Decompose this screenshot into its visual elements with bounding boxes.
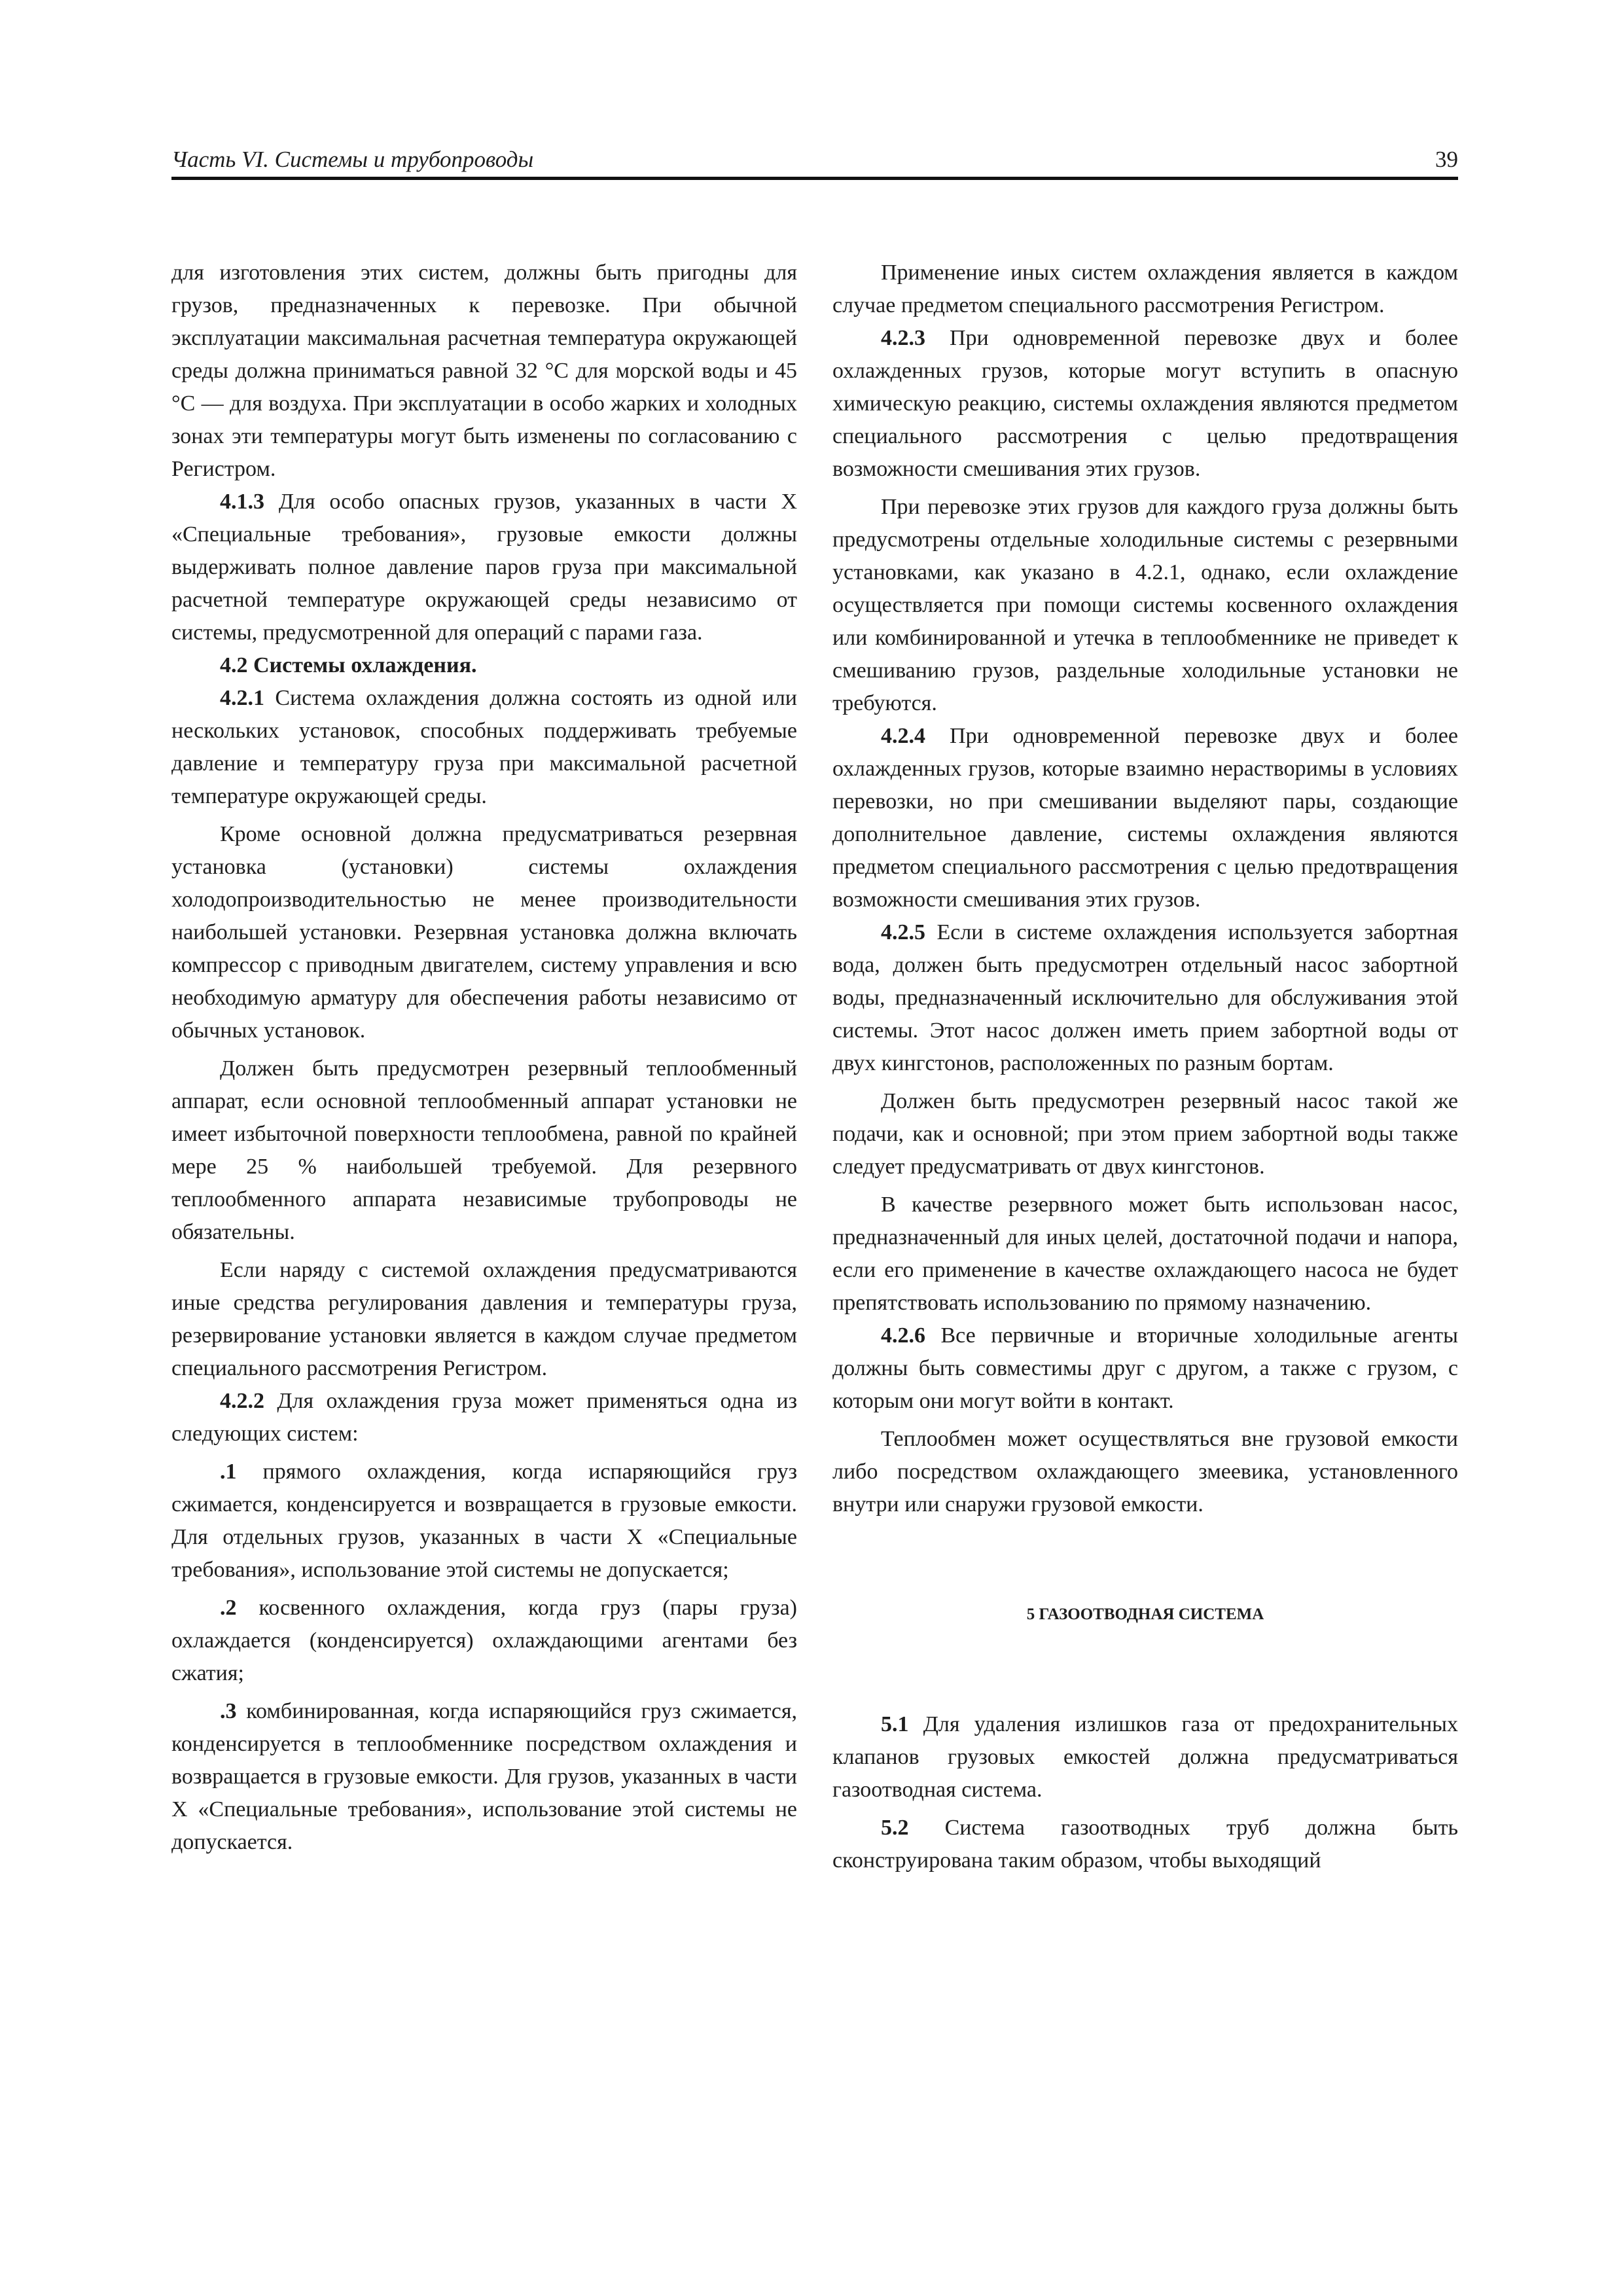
paragraph: 4.2.2 Для охлаждения груза может применяться одна из следующих систем:	[171, 1389, 797, 1446]
paragraph: 4.1.3 Для особо опасных грузов, указанных в части X «Специальные требования», грузовые емкости должны выдерживать полное давление паров груза при максимальной расчетной температуре окружающей среды независимо от системы, предусмотренной для операций с парами газа.	[171, 490, 797, 645]
list-item: .3 комбинированная, когда испаряющийся груз сжимается, конденсируется в теплообменнике посредством охлаждения и возвращается в грузовые емкости. Для грузов, указанных в части X «Специальные требования», использование этой системы не допускается.	[171, 1699, 798, 1854]
section-spacer	[832, 1521, 1458, 1598]
paragraph: Теплообмен может осуществляться вне грузовой емкости либо посредством охлаждающего змеевика, установленного внутри или снаружи грузовой емкости.	[832, 1427, 1458, 1516]
clause-number: 4.2.6	[881, 1323, 925, 1348]
item-number: .3	[220, 1699, 237, 1723]
paragraph: Должен быть предусмотрен резервный теплообменный аппарат, если основной теплообменный аппарат установки не имеет избыточной поверхности теплообмена, равной по крайней мере 25 % наибольшей требуемой. Для резервного теплообменного аппарата независимые трубопроводы не обязательны.	[171, 1056, 797, 1244]
paragraph: 4.2.5 Если в системе охлаждения используется забортная вода, должен быть предусмотрен отдельный насос забортной воды, предназначенный исключительно для обслуживания этой системы. Этот насос должен иметь прием забортной воды от двух кингстонов, расположенных по разным бортам.	[832, 920, 1459, 1075]
paragraph: При перевозке этих грузов для каждого груза должны быть предусмотрены отдельные холодильные системы с резервными установками, как указано в 4.2.1, однако, если охлаждение осуществляется при помощи системы косвенного охлаждения или комбинированной и утечка в теплообменнике не приведет к смешиванию грузов, раздельные холодильные установки не требуются.	[832, 495, 1458, 715]
item-number: .2	[220, 1596, 237, 1620]
clause-number: 4.2.5	[881, 920, 925, 944]
list-item: .1 прямого охлаждения, когда испаряющийся груз сжимается, конденсируется и возвращается в грузовые емкости. Для отдельных грузов, указанных в части X «Специальные требования», использование этой системы не допускается;	[171, 1460, 797, 1582]
paragraph: Должен быть предусмотрен резервный насос такой же подачи, как и основной; при этом прием забортной воды также следует предусматривать от двух кингстонов.	[832, 1089, 1458, 1179]
header-rule	[171, 177, 1458, 180]
paragraph: для изготовления этих систем, должны быть пригодны для грузов, предназначенных к перевозке. При обычной эксплуатации максимальная расчетная температура окружающей среды должна приниматься равной 32 °C для морской воды и 45 °C — для воздуха. При эксплуатации в особо жарких и холодных зонах эти температуры могут быть изменены по согласованию с Регистром.	[171, 260, 797, 481]
clause-number: 5.2	[881, 1816, 909, 1840]
paragraph: В качестве резервного может быть использован насос, предназначенный для иных целей, достаточной подачи и напора, если его применение в качестве охлаждающего насоса не будет препятствовать использованию по прямому назначению.	[832, 1193, 1458, 1315]
running-header	[171, 143, 1458, 177]
item-number: .1	[220, 1460, 237, 1484]
clause-number: 4.2.1	[220, 686, 264, 710]
running-header-title: Часть VI. Системы и трубопроводы	[171, 147, 534, 172]
right-column	[832, 257, 1458, 1877]
paragraph: 4.2.6 Все первичные и вторичные холодильные агенты должны быть совместимы друг с другом, а также с грузом, с которым они могут войти в контакт.	[832, 1323, 1458, 1413]
clause-number: 4.1.3	[220, 490, 264, 514]
paragraph: 4.2.4 При одновременной перевозке двух и более охлажденных грузов, которые взаимно нерастворимы в условиях перевозки, но при смешивании выделяют пары, создающие дополнительное давление, системы охлаждения являются предметом специального рассмотрения с целью предотвращения возможности смешивания этих грузов.	[832, 724, 1458, 912]
paragraph: 5.2 Система газоотводных труб должна быть сконструирована таким образом, чтобы выходящий	[832, 1816, 1459, 1873]
paragraph: 4.2.3 При одновременной перевозке двух и более охлажденных грузов, которые могут вступить в опасную химическую реакцию, системы охлаждения являются предметом специального рассмотрения с целью предотвращения возможности смешивания этих грузов.	[832, 326, 1458, 481]
clause-number: 4.2.3	[881, 326, 925, 350]
paragraph: Кроме основной должна предусматриваться резервная установка (установки) системы охлаждения холодопроизводительностью не менее производительности наибольшей установки. Резервная установка должна включать компрессор с приводным двигателем, систему управления и всю необходимую арматуру для обеспечения работы независимо от обычных установок.	[171, 822, 797, 1043]
page-number: 39	[1435, 147, 1458, 172]
paragraph: Применение иных систем охлаждения является в каждом случае предметом специального рассмотрения Регистром.	[832, 260, 1458, 317]
clause-number: 4.2.4	[881, 724, 925, 748]
list-item: .2 косвенного охлаждения, когда груз (пары груза) охлаждается (конденсируется) охлаждающими агентами без сжатия;	[171, 1596, 797, 1685]
left-column	[171, 257, 797, 1859]
paragraph: 4.2.1 Система охлаждения должна состоять из одной или нескольких установок, способных поддерживать требуемые давление и температуру груза при максимальной расчетной температуре окружающей среды.	[171, 686, 797, 808]
paragraph: Если наряду с системой охлаждения предусматриваются иные средства регулирования давления и температуры груза, резервирование установки является в каждом случае предметом специального рассмотрения Регистром.	[171, 1258, 797, 1380]
subsection-heading: 4.2 Системы охлаждения.	[220, 653, 477, 677]
section-spacer	[832, 1631, 1458, 1708]
clause-number: 4.2.2	[220, 1389, 264, 1413]
paragraph: 5.1 Для удаления излишков газа от предохранительных клапанов грузовых емкостей должна предусматриваться газоотводная система.	[832, 1712, 1459, 1802]
section-heading: 5 ГАЗООТВОДНАЯ СИСТЕМА	[1026, 1605, 1264, 1623]
clause-number: 5.1	[881, 1712, 909, 1736]
